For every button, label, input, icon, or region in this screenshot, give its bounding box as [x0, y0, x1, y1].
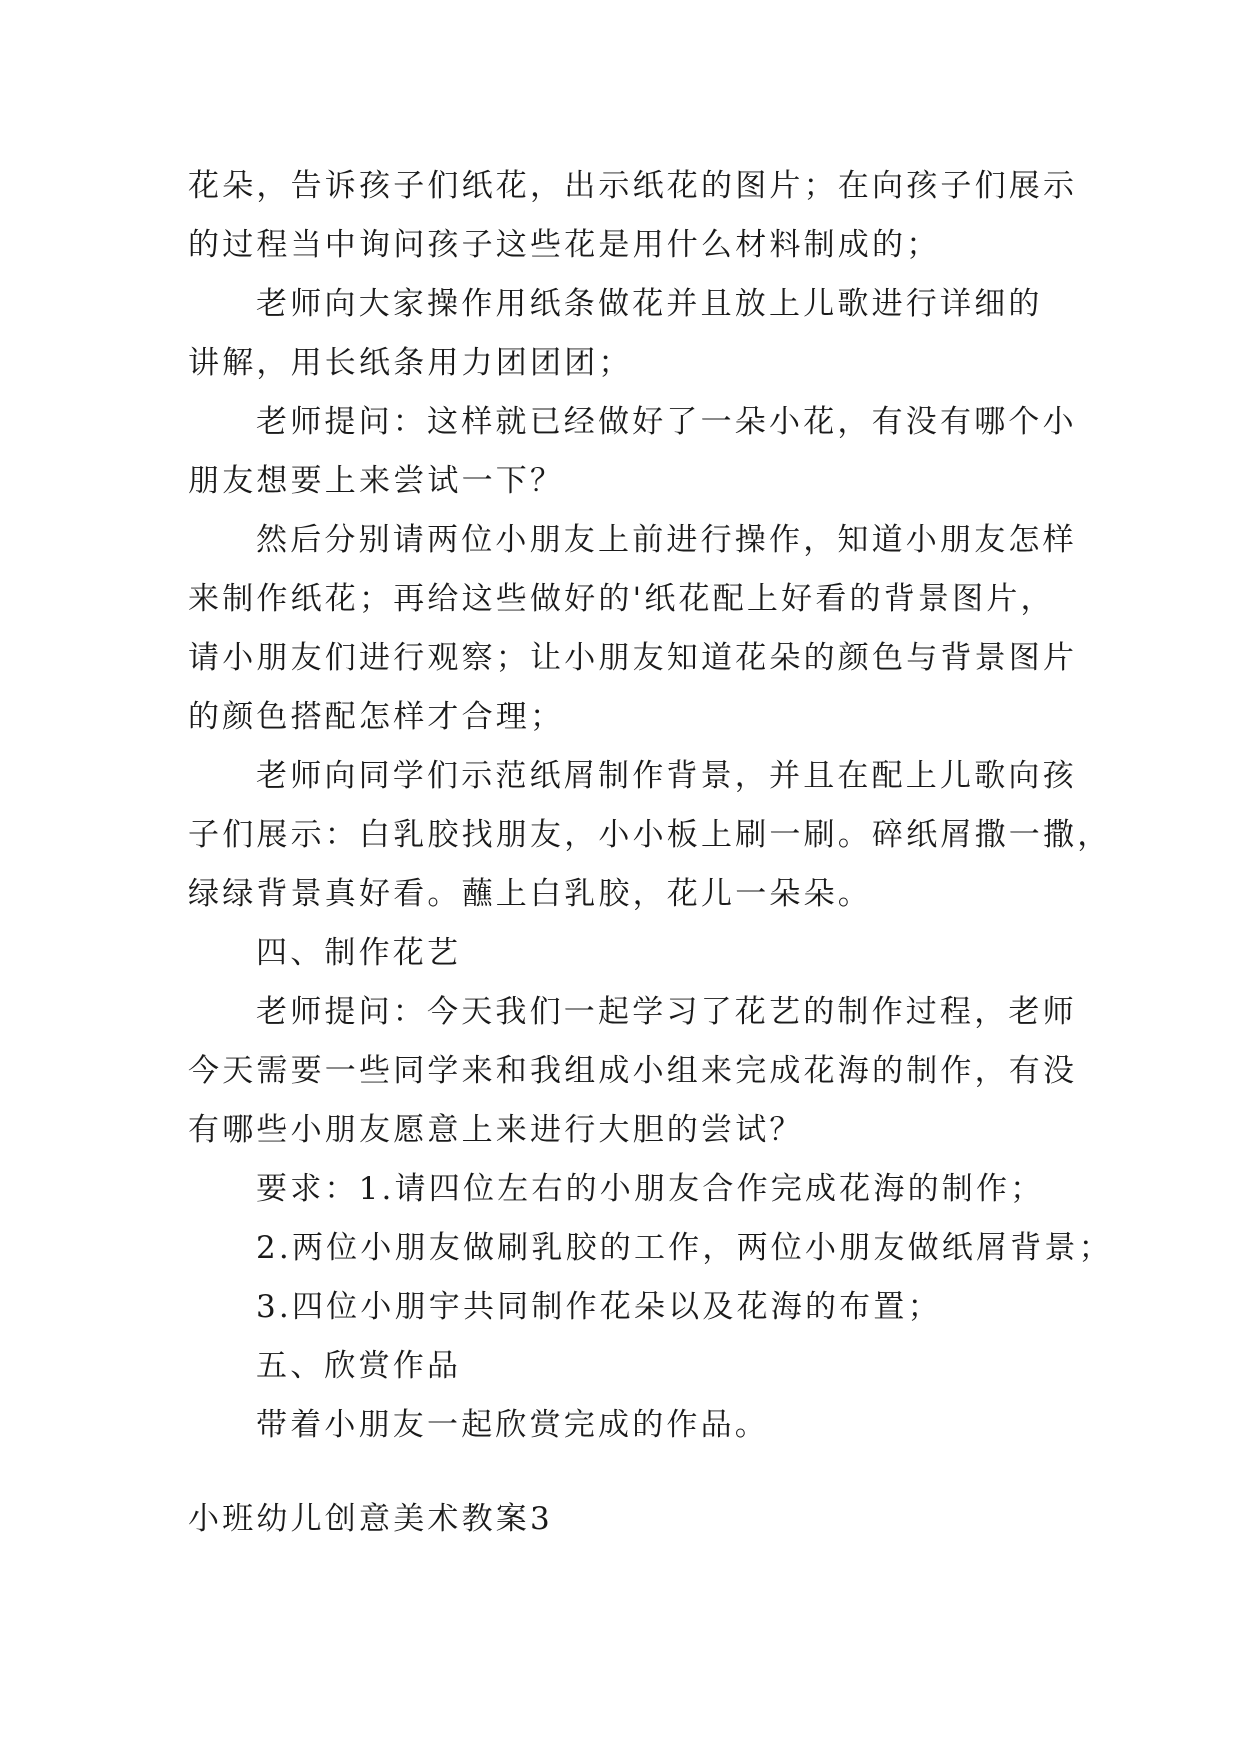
text-line: 请小朋友们进行观察；让小朋友知道花朵的颜色与背景图片 [188, 640, 1078, 676]
text-line: 子们展示：白乳胶找朋友，小小板上刷一刷。碎纸屑撒一撒， [188, 817, 1112, 853]
text-line: 的颜色搭配怎样才合理； [188, 699, 565, 735]
text-line: 老师向同学们示范纸屑制作背景，并且在配上儿歌向孩 [256, 758, 1077, 794]
text-line: 讲解，用长纸条用力团团团； [188, 345, 633, 381]
text-line: 带着小朋友一起欣赏完成的作品。 [256, 1407, 769, 1443]
text-line: 朋友想要上来尝试一下？ [188, 463, 565, 499]
text-line: 有哪些小朋友愿意上来进行大胆的尝试？ [188, 1112, 804, 1148]
text-line: 老师向大家操作用纸条做花并且放上儿歌进行详细的 [256, 286, 1043, 322]
document-body [188, 157, 1113, 1455]
text-line: 的过程当中询问孩子这些花是用什么材料制成的； [188, 227, 941, 263]
list-item: 2.两位小朋友做刷乳胶的工作，两位小朋友做纸屑背景； [256, 1230, 1113, 1266]
section-heading: 小班幼儿创意美术教案3 [188, 1501, 553, 1537]
text-line: 老师提问：这样就已经做好了一朵小花，有没有哪个小 [256, 404, 1077, 440]
section-subheading: 四、制作花艺 [256, 935, 462, 971]
text-line: 来制作纸花；再给这些做好的'纸花配上好看的背景图片， [188, 581, 1055, 617]
text-line: 然后分别请两位小朋友上前进行操作，知道小朋友怎样 [256, 522, 1077, 558]
list-item: 要求：1.请四位左右的小朋友合作完成花海的制作； [256, 1171, 1045, 1207]
list-item: 3.四位小朋宇共同制作花朵以及花海的布置； [256, 1289, 942, 1325]
text-line: 今天需要一些同学来和我组成小组来完成花海的制作，有没 [188, 1053, 1078, 1089]
text-line: 老师提问：今天我们一起学习了花艺的制作过程，老师 [256, 994, 1077, 1030]
text-line: 花朵，告诉孩子们纸花，出示纸花的图片；在向孩子们展示 [188, 168, 1078, 204]
section-subheading: 五、欣赏作品 [256, 1348, 462, 1384]
text-line: 绿绿背景真好看。蘸上白乳胶，花儿一朵朵。 [188, 876, 872, 912]
